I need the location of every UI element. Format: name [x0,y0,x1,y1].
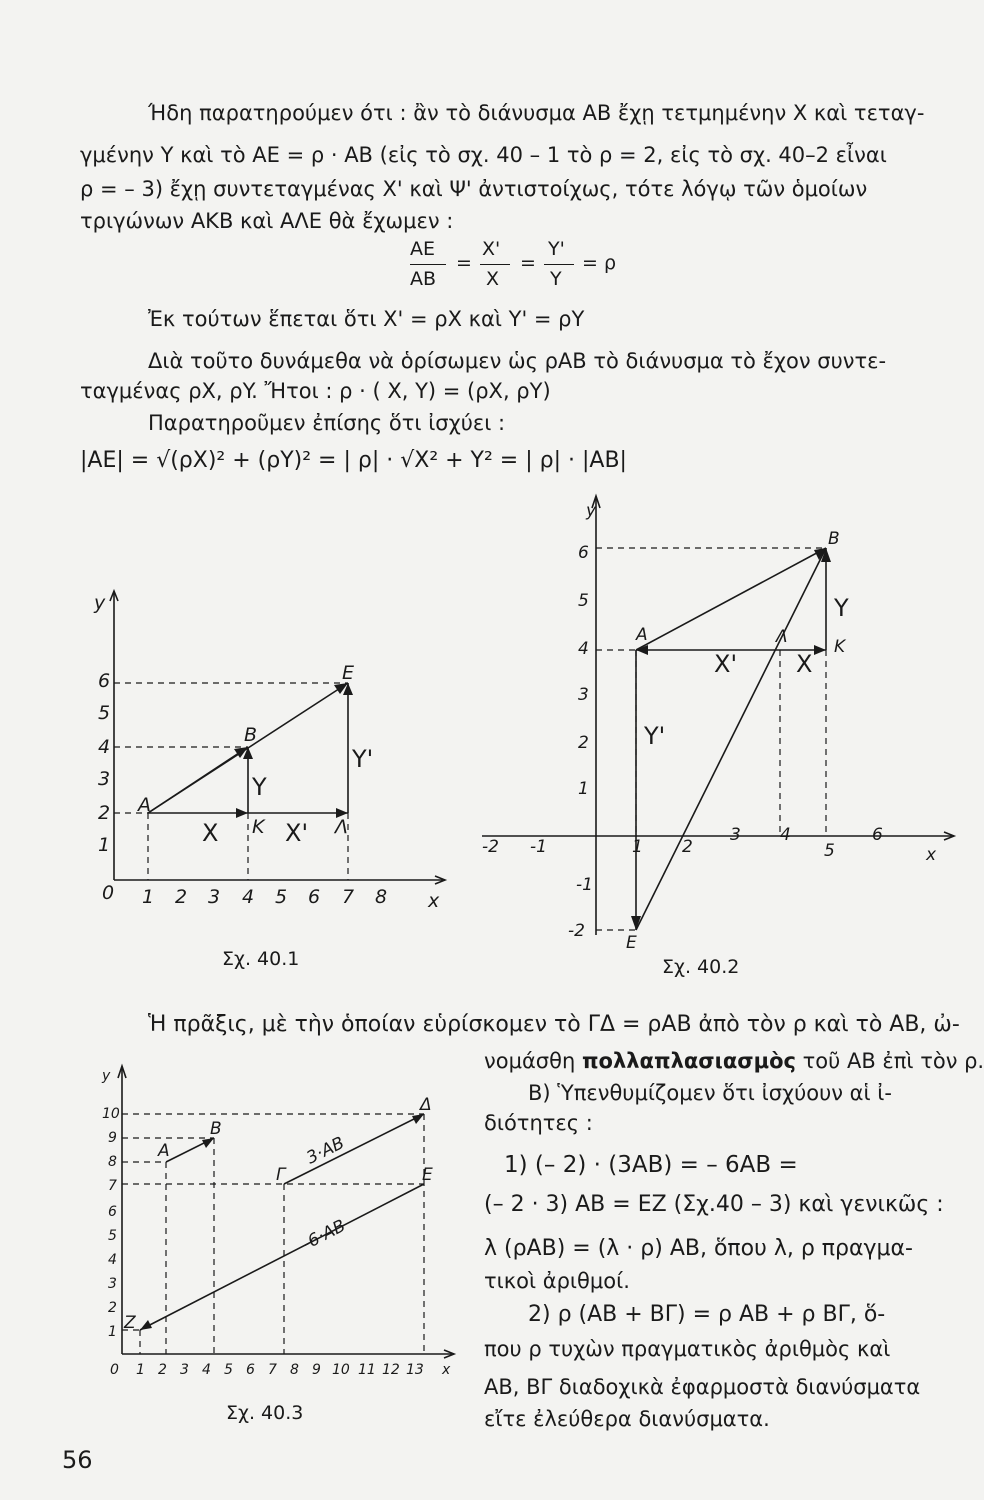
point-E: E [422,1165,433,1185]
tick-x-12: 12 [382,1362,400,1378]
tick-x-7: 7 [342,886,355,908]
point-A: A [636,625,648,645]
tick-x-8: 8 [375,886,388,908]
point-L: Λ [335,816,348,838]
sec2-prop2: 2) ρ (AB + BΓ) = ρ AB + ρ BΓ, ὅ- [528,1302,886,1327]
tick-x-2: 2 [175,886,188,908]
figure-40-1 [80,585,450,930]
point-Delta: Δ [420,1095,432,1115]
ratio-den2: X [486,268,500,290]
point-B: B [244,724,258,746]
y-axis-label: y [94,592,106,614]
tick-x-1: 1 [142,886,155,908]
tick-y-5: 5 [98,702,111,724]
label-Y-prime: Y' [352,745,374,773]
point-K: K [252,816,265,838]
tick-y-2: 2 [578,733,589,753]
y-axis-label: y [102,1068,111,1084]
tick-x-6: 6 [246,1362,255,1378]
ratio-equation [410,238,630,298]
tick-x-4: 4 [780,825,791,845]
tick-x-neg1: -1 [530,837,547,857]
point-Gamma: Γ [276,1165,286,1185]
tick-y-4: 4 [578,639,589,659]
tick-y-6: 6 [578,543,589,563]
para1-line2: γμένην Y καὶ τὸ AE = ρ · AB (εἰς τὸ σχ. 40 – 1 τὸ ρ = 2, εἰς τὸ σχ. 40–2 εἶναι [80,143,887,167]
para1-line3: ρ = – 3) ἔχῃ συντεταγμένας X' καὶ Ψ' ἀντιστοίχως, τότε λόγῳ τῶν ὁμοίων [80,177,868,201]
tick-y-1: 1 [98,834,111,856]
tick-x-neg2: -2 [482,837,499,857]
sec2-prop1d: τικοὶ ἀριθμοί. [484,1269,630,1293]
label-Y: Y [252,773,267,801]
tick-x-5: 5 [824,841,835,861]
point-Z: Z [124,1313,136,1333]
x-axis-label: x [926,845,937,865]
tick-y-5: 5 [578,591,589,611]
line-par: Παρατηροῦμεν ἐπίσης ὅτι ἰσχύει : [148,411,506,435]
label-X: X [796,650,813,678]
sec2-tail: τοῦ AB ἐπὶ τὸν ρ. [802,1049,984,1073]
ratio-num2: X' [482,238,501,260]
label-3AB: 3·AB [303,1133,348,1169]
tick-x-1: 1 [632,837,643,857]
tick-x-6: 6 [308,886,321,908]
tick-x-0: 0 [102,882,115,904]
tick-y-neg2: -2 [568,921,585,941]
tick-y-2: 2 [98,802,111,824]
line-dia1: Διὰ τοῦτο δυνάμεθα νὰ ὁρίσωμεν ὡς ρAB τὸ διάνυσμα τὸ ἔχον συντε- [148,349,887,373]
point-E: E [342,662,355,684]
para1-line1: Ήδη παρατηρούμεν ότι : ἂν τὸ διάνυσμα AB ἔχῃ τετμημένην X καὶ τεταγ- [148,101,925,125]
sec2-line2 [484,1048,984,1074]
sec2-line-b2: διότητες : [484,1111,593,1135]
fraction-bar [544,264,574,265]
ratio-rhs: = ρ [582,252,617,274]
label-Y: Y [834,594,849,622]
tick-y-3: 3 [578,685,589,705]
point-A: A [138,794,151,816]
tick-x-5: 5 [275,886,288,908]
tick-x-11: 11 [358,1362,376,1378]
sec2-prop1b: (– 2 · 3) AB = EZ (Σχ.40 – 3) καὶ γενικῶς : [484,1192,944,1217]
tick-x-5: 5 [224,1362,233,1378]
tick-x-7: 7 [268,1362,277,1378]
tick-y-neg1: -1 [576,875,593,895]
figure-40-2 [478,490,960,953]
label-neg6AB: -6·AB [299,1215,349,1255]
ratio-den1: AB [410,268,437,290]
sec2-prop1c: λ (ρAB) = (λ · ρ) AB, ὅπου λ, ρ πραγμα- [484,1236,913,1261]
point-K: K [834,637,846,657]
page-number: 56 [62,1446,93,1474]
tick-y-8: 8 [108,1154,117,1170]
tick-y-6: 6 [108,1204,117,1220]
tick-y-5: 5 [108,1228,117,1244]
tick-x-13: 13 [406,1362,424,1378]
point-B: B [828,529,840,549]
tick-x-0: 0 [110,1362,119,1378]
tick-y-1: 1 [578,779,589,799]
sec2-prop1: 1) (– 2) · (3AB) = – 6AB = [504,1152,798,1178]
label-X-prime: X' [285,819,309,847]
tick-y-4: 4 [108,1252,117,1268]
equals-sign: = [520,252,536,274]
tick-x-1: 1 [136,1362,145,1378]
tick-x-2: 2 [158,1362,167,1378]
tick-y-7: 7 [108,1178,117,1194]
line-ek: Ἐκ τούτων ἕπεται ὅτι X' = ρX καὶ Y' = ρY [148,307,585,331]
tick-y-1: 1 [108,1324,117,1340]
figure-40-3 [96,1060,468,1400]
tick-x-9: 9 [312,1362,321,1378]
tick-y-6: 6 [98,670,111,692]
y-axis-label: y [586,501,597,521]
sec2-prop2d: εἴτε ἐλεύθερα διανύσματα. [484,1407,770,1431]
tick-x-3: 3 [208,886,221,908]
point-B: B [210,1119,222,1139]
line-abs: |AE| = √(ρX)² + (ρY)² = | ρ| · √X² + Y² = | ρ| · |AB| [80,448,627,473]
label-X: X [202,819,219,847]
tick-x-6: 6 [872,825,883,845]
vector-AB [636,548,826,650]
tick-y-10: 10 [102,1106,120,1122]
x-axis-label: x [442,1362,451,1378]
sec2-prop2c: AB, BΓ διαδοχικὰ ἐφαρμοστὰ διανύσματα [484,1375,921,1399]
sec2-line-b: B) Ὑπενθυμίζομεν ὅτι ἰσχύουν αἱ ἰ- [528,1081,892,1105]
tick-y-4: 4 [98,736,111,758]
sec2-word-named: νομάσθη [484,1049,576,1073]
tick-y-3: 3 [108,1276,117,1292]
tick-x-4: 4 [242,886,255,908]
term-multiplication: πολλαπλασιασμὸς [581,1049,796,1073]
line-dia2: ταγμένας ρX, ρY. Ἤτοι : ρ · ( X, Y) = (ρX, ρY) [80,379,551,403]
point-A: A [158,1141,170,1161]
tick-x-2: 2 [682,837,693,857]
equals-sign: = [456,252,472,274]
fraction-bar [480,264,510,265]
point-L: Λ [776,627,788,647]
vector-neg6AB [140,1184,424,1330]
sec2-line1: Ἡ πρᾶξις, μὲ τὴν ὁποίαν εὑρίσκομεν τὸ ΓΔ = ρAB ἀπὸ τὸν ρ καὶ τὸ AB, ὠ- [148,1012,960,1037]
ratio-num3: Y' [548,238,565,260]
tick-x-8: 8 [290,1362,299,1378]
tick-x-3: 3 [180,1362,189,1378]
fraction-bar [410,264,446,265]
sec2-prop2b: που ρ τυχὼν πραγματικὸς ἀριθμὸς καὶ [484,1337,891,1361]
x-axis-label: x [428,890,440,912]
tick-y-3: 3 [98,768,111,790]
ratio-den3: Y [550,268,562,290]
para1-line4: τριγώνων AKB καὶ AΛE θὰ ἔχωμεν : [80,209,454,233]
caption-fig-40-2: Σχ. 40.2 [662,956,740,978]
caption-fig-40-3: Σχ. 40.3 [226,1402,304,1424]
tick-y-2: 2 [108,1300,117,1316]
tick-x-10: 10 [332,1362,350,1378]
tick-y-9: 9 [108,1130,117,1146]
tick-x-3: 3 [730,825,741,845]
caption-fig-40-1: Σχ. 40.1 [222,948,300,970]
ratio-num1: AE [410,238,436,260]
label-Y-prime: Y' [644,722,666,750]
point-E: E [626,933,637,953]
label-X-prime: X' [714,650,738,678]
tick-x-4: 4 [202,1362,211,1378]
